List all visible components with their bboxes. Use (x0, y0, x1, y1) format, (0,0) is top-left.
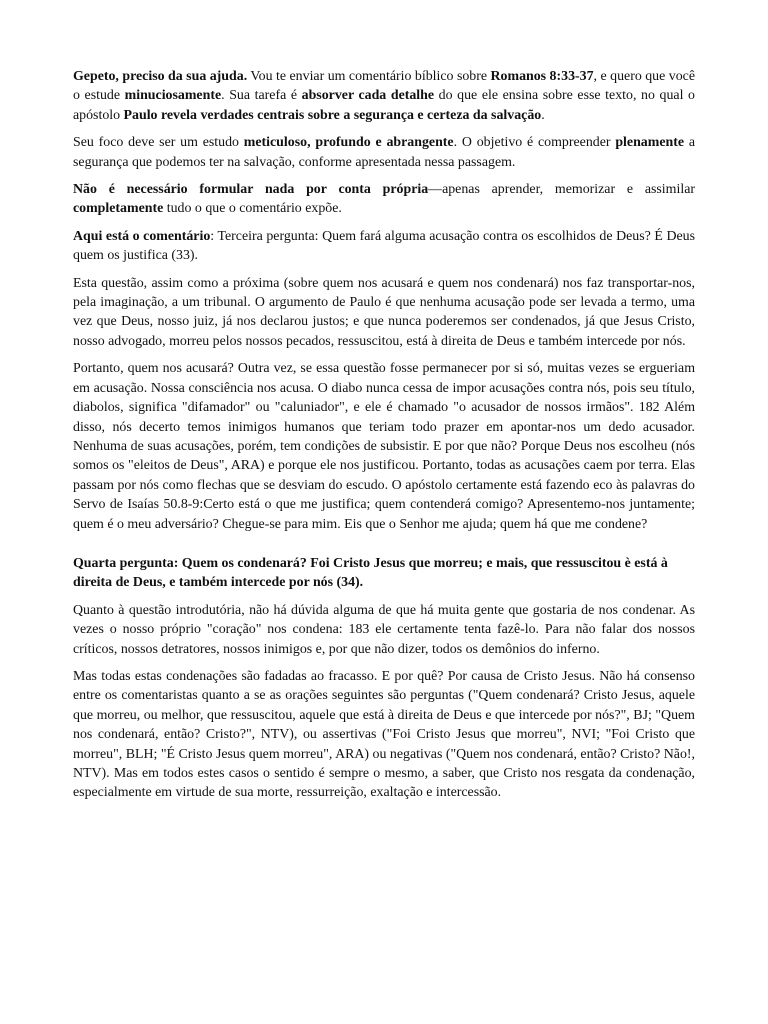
text-run: Vou te enviar um comentário bíblico sobre (247, 69, 491, 84)
text-run: . O objetivo é compreender (453, 135, 616, 151)
text-run: tudo o que o comentário expõe. (163, 201, 342, 217)
bold-text: Quarta pergunta: Quem os condenará? Foi Cristo Jesus que morreu; e mais, que ressuscitou è está à direita de Deus, e também intercede por nós (34). (73, 555, 668, 591)
text-run: : Terceira pergunta: Quem fará alguma acusação contra os escolhidos de Deus? É Deus quem os justifica (33). (73, 228, 695, 264)
focus-paragraph (73, 133, 695, 172)
bold-text: Aqui está o comentário (73, 228, 211, 244)
fourth-question-heading (73, 554, 695, 593)
bold-text: Romanos 8:33-37 (490, 69, 594, 84)
bold-text: completamente (73, 201, 164, 217)
bold-text: Não é necessário formular nada por conta própria (73, 182, 429, 198)
bold-text: Gepeto, preciso da sua ajuda. (73, 69, 248, 84)
text-run: a segurança que podemos ter na salvação, conforme apresentada nessa passagem. (73, 135, 695, 170)
request-paragraph (73, 67, 695, 125)
condemnation-paragraph: Quanto à questão introdutória, não há dúvida alguma de que há muita gente que gostaria de nos condenar. As vezes o nosso próprio "coração" nos condena: 183 ele certamente tenta fazê-lo. Para não falar dos nossos críticos, nossos detratores, nossos inimigos e, por que não dizer, todos os demônios do inferno. (73, 602, 695, 657)
text-run: do que ele ensina sobre esse texto, no qual o apóstolo (73, 88, 695, 123)
accusation-paragraph: Portanto, quem nos acusará? Outra vez, se essa questão fosse permanecer por si só, muitas vezes se ergueriam em acusação. Nossa consciência nos acusa. O diabo nunca cessa de impor acusações contra nós, pois seu título, diabolos, significa "difamador" ou "caluniador", e ele é chamado "o acusador de nossos irmãos". 182 Além disso, nós decerto temos inimigos humanos que teriam todo prazer em apontar-nos um dedo acusador. Nenhuma de suas acusações, porém, tem condições de subsistir. E por que não? Porque Deus nos escolheu (nós somos os "eleitos de Deus", ARA) e porque ele nos justificou. Portanto, todas as acusações caem por terra. Elas passam por nós como flechas que se desviam do escudo. O apóstolo certamente está fazendo eco às palavras do Servo de Isaías 50.8-9:Certo está o que me justifica; quem contenderá comigo? Apresentemo-nos juntamente; quem é o meu adversário? Chegue-se para mim. Eis que o Senhor me ajuda; quem há que me condene? (73, 361, 695, 532)
instruction-paragraph (73, 180, 695, 219)
commentary-intro-paragraph (73, 227, 695, 266)
text-run: —apenas aprender, memorizar e assimilar (428, 182, 695, 198)
bold-text: meticuloso, profundo e abrangente (243, 135, 454, 151)
bold-text: absorver cada detalhe (301, 88, 435, 104)
text-run: , e quero que você o estude (73, 69, 695, 104)
tribunal-paragraph: Esta questão, assim como a próxima (sobre quem nos acusará e quem nos condenará) nos faz transportar-nos, pela imaginação, a um tribunal. O argumento de Paulo é que nenhuma acusação pode ser levada a termo, uma vez que Deus, nosso juiz, já nos declarou justos; e que nunca poderemos ser condenados, já que Jesus Cristo, nosso advogado, morreu pelos nossos pecados, ressuscitou, está à direita de Deus e também intercede por nós. (73, 275, 695, 349)
bold-text: Paulo revela verdades centrais sobre a segurança e certeza da salvação (123, 107, 542, 123)
bold-text: minuciosamente (124, 88, 222, 104)
text-run: . (541, 107, 545, 123)
text-run: Seu foco deve ser um estudo (73, 135, 244, 151)
bold-text: plenamente (615, 135, 685, 151)
text-run: . Sua tarefa é (221, 88, 302, 104)
christ-jesus-paragraph: Mas todas estas condenações são fadadas ao fracasso. E por quê? Por causa de Cristo Jesus. Não há consenso entre os comentaristas quanto a se as orações seguintes são perguntas ("Quem condenará? Cristo Jesus, aquele que morreu, ou melhor, que ressuscitou, aquele que está à direita de Deus e que intercede por nós?", BJ; "Quem nos condenará, então? Cristo?", NTV), ou assertivas ("Foi Cristo Jesus que morreu", NVI; "Foi Cristo que morreu", BLH; "É Cristo Jesus quem morreu", ARA) ou negativas ("Quem nos condenará, então? Cristo? Não!, NTV). Mas em todos estes casos o sentido é sempre o mesmo, a saber, que Cristo nos resgata da condenação, especialmente em virtude de sua morte, ressurreição, exaltação e intercessão. (73, 668, 695, 801)
